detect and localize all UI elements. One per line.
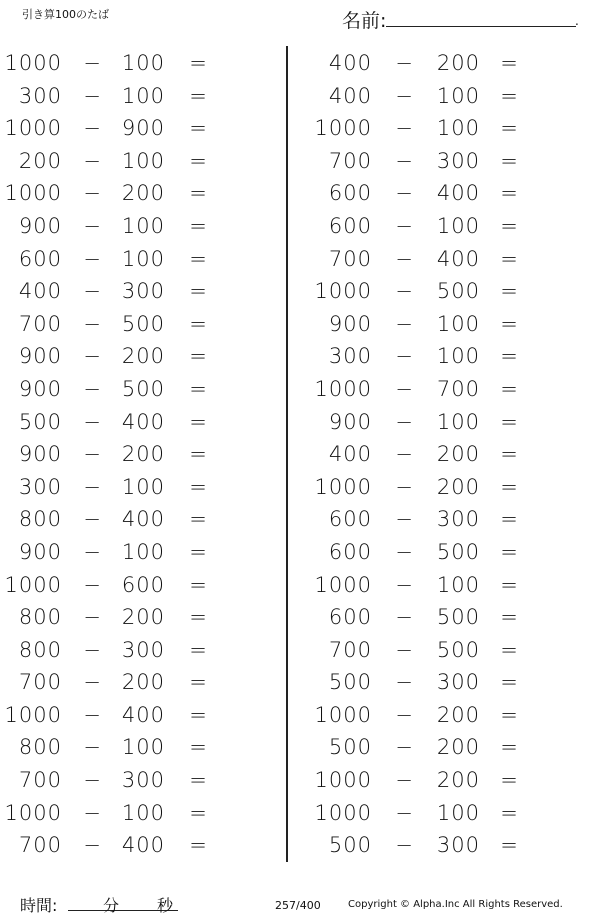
minuend: 1000: [314, 800, 372, 825]
minuend: 600: [328, 213, 372, 238]
minuend: 1000: [4, 800, 62, 825]
minus-sign: −: [83, 116, 101, 141]
subtrahend: 200: [121, 670, 165, 695]
minus-sign: −: [83, 442, 101, 467]
minuend: 400: [328, 442, 372, 467]
minus-sign: −: [395, 572, 413, 597]
equals-sign: =: [189, 735, 207, 760]
subtrahend: 200: [121, 344, 165, 369]
minuend: 400: [328, 51, 372, 75]
subtrahend: 100: [436, 572, 480, 597]
equals-sign: =: [189, 800, 207, 825]
equals-sign: =: [189, 637, 207, 662]
minus-sign: −: [83, 670, 101, 695]
minus-sign: −: [83, 344, 101, 369]
minuend: 800: [18, 735, 62, 760]
equals-sign: =: [189, 539, 207, 564]
minus-sign: −: [395, 181, 413, 206]
subtrahend: 700: [436, 376, 480, 401]
equals-sign: =: [189, 344, 207, 369]
subtrahend: 300: [436, 833, 480, 858]
equals-sign: =: [500, 344, 518, 369]
minus-sign: −: [83, 311, 101, 336]
seconds-label: 秒: [157, 896, 174, 915]
minuend: 700: [328, 246, 372, 271]
minus-sign: −: [83, 181, 101, 206]
minus-sign: −: [395, 213, 413, 238]
minuend: 300: [328, 344, 372, 369]
minuend: 1000: [4, 572, 62, 597]
minus-sign: −: [395, 376, 413, 401]
equals-sign: =: [500, 51, 518, 75]
equals-sign: =: [189, 116, 207, 141]
equals-sign: =: [500, 702, 518, 727]
minus-sign: −: [83, 376, 101, 401]
equals-sign: =: [189, 311, 207, 336]
subtrahend: 200: [121, 181, 165, 206]
equals-sign: =: [500, 213, 518, 238]
equals-sign: =: [189, 83, 207, 108]
minuend: 400: [18, 279, 62, 304]
minus-sign: −: [395, 833, 413, 858]
subtrahend: 400: [121, 702, 165, 727]
equals-sign: =: [500, 83, 518, 108]
minuend: 700: [18, 670, 62, 695]
copyright-notice: Copyright © Alpha.Inc All Rights Reserved.: [348, 899, 563, 910]
equals-sign: =: [500, 442, 518, 467]
subtrahend: 300: [121, 637, 165, 662]
subtrahend: 300: [436, 507, 480, 532]
minuend: 300: [18, 83, 62, 108]
subtrahend: 100: [121, 148, 165, 173]
minuend: 500: [328, 670, 372, 695]
minus-sign: −: [395, 735, 413, 760]
minuend: 800: [18, 637, 62, 662]
equals-sign: =: [500, 409, 518, 434]
minus-sign: −: [395, 279, 413, 304]
minus-sign: −: [395, 442, 413, 467]
minus-sign: −: [395, 768, 413, 793]
minus-sign: −: [83, 246, 101, 271]
minuend: 1000: [314, 702, 372, 727]
equals-sign: =: [500, 670, 518, 695]
equals-sign: =: [189, 768, 207, 793]
minus-sign: −: [83, 605, 101, 630]
minuend: 800: [18, 507, 62, 532]
minus-sign: −: [83, 539, 101, 564]
subtrahend: 400: [436, 246, 480, 271]
minus-sign: −: [395, 539, 413, 564]
equals-sign: =: [500, 768, 518, 793]
subtrahend: 300: [121, 279, 165, 304]
minuend: 1000: [4, 181, 62, 206]
minus-sign: −: [395, 148, 413, 173]
minuend: 1000: [4, 116, 62, 141]
equals-sign: =: [500, 605, 518, 630]
minus-sign: −: [83, 279, 101, 304]
minus-sign: −: [395, 507, 413, 532]
minuend: 400: [328, 83, 372, 108]
minus-sign: −: [395, 474, 413, 499]
subtrahend: 200: [436, 735, 480, 760]
equals-sign: =: [189, 605, 207, 630]
subtrahend: 100: [436, 311, 480, 336]
minuend: 200: [18, 148, 62, 173]
minuend: 900: [18, 213, 62, 238]
minuend: 900: [18, 539, 62, 564]
minus-sign: −: [83, 833, 101, 858]
subtrahend: 100: [121, 51, 165, 75]
minuend: 700: [18, 311, 62, 336]
minuend: 500: [328, 833, 372, 858]
equals-sign: =: [189, 279, 207, 304]
subtrahend: 100: [121, 246, 165, 271]
minuend: 600: [328, 539, 372, 564]
minutes-label: 分: [103, 896, 120, 915]
subtrahend: 100: [121, 213, 165, 238]
minuend: 800: [18, 605, 62, 630]
subtrahend: 400: [121, 409, 165, 434]
column-divider: [286, 46, 288, 862]
minus-sign: −: [395, 116, 413, 141]
equals-sign: =: [189, 246, 207, 271]
minus-sign: −: [83, 735, 101, 760]
minuend: 900: [328, 409, 372, 434]
minuend: 600: [328, 605, 372, 630]
equals-sign: =: [189, 376, 207, 401]
minus-sign: −: [395, 702, 413, 727]
equals-sign: =: [189, 507, 207, 532]
subtrahend: 200: [436, 702, 480, 727]
minuend: 700: [328, 148, 372, 173]
minus-sign: −: [395, 670, 413, 695]
minus-sign: −: [83, 702, 101, 727]
equals-sign: =: [500, 507, 518, 532]
minus-sign: −: [395, 409, 413, 434]
equals-sign: =: [500, 572, 518, 597]
subtrahend: 500: [121, 376, 165, 401]
equals-sign: =: [189, 474, 207, 499]
subtrahend: 100: [436, 800, 480, 825]
subtrahend: 100: [436, 409, 480, 434]
subtrahend: 200: [436, 51, 480, 75]
subtrahend: 200: [436, 442, 480, 467]
subtrahend: 500: [436, 279, 480, 304]
subtrahend: 900: [121, 116, 165, 141]
subtrahend: 100: [121, 539, 165, 564]
minus-sign: −: [395, 51, 413, 75]
minus-sign: −: [395, 800, 413, 825]
minuend: 300: [18, 474, 62, 499]
subtrahend: 500: [436, 605, 480, 630]
minus-sign: −: [83, 637, 101, 662]
equals-sign: =: [189, 670, 207, 695]
equals-sign: =: [189, 51, 207, 75]
minuend: 1000: [314, 768, 372, 793]
time-label: 時間:: [20, 896, 58, 915]
equals-sign: =: [189, 442, 207, 467]
subtrahend: 400: [436, 181, 480, 206]
minus-sign: −: [395, 637, 413, 662]
equals-sign: =: [500, 279, 518, 304]
minus-sign: −: [395, 605, 413, 630]
subtrahend: 100: [121, 83, 165, 108]
minuend: 900: [18, 376, 62, 401]
minus-sign: −: [83, 474, 101, 499]
minuend: 1000: [4, 702, 62, 727]
subtrahend: 500: [436, 539, 480, 564]
equals-sign: =: [500, 637, 518, 662]
minus-sign: −: [83, 800, 101, 825]
minus-sign: −: [83, 572, 101, 597]
equals-sign: =: [189, 833, 207, 858]
subtrahend: 100: [436, 344, 480, 369]
equals-sign: =: [500, 800, 518, 825]
equals-sign: =: [500, 474, 518, 499]
minus-sign: −: [395, 311, 413, 336]
equals-sign: =: [500, 116, 518, 141]
equals-sign: =: [500, 181, 518, 206]
subtrahend: 100: [436, 213, 480, 238]
worksheet-title: 引き算100のたば: [22, 8, 109, 21]
equals-sign: =: [189, 702, 207, 727]
equals-sign: =: [500, 833, 518, 858]
subtrahend: 100: [436, 83, 480, 108]
minuend: 1000: [314, 376, 372, 401]
minuend: 900: [328, 311, 372, 336]
minuend: 1000: [314, 474, 372, 499]
equals-sign: =: [500, 148, 518, 173]
subtrahend: 100: [121, 474, 165, 499]
minuend: 900: [18, 442, 62, 467]
equals-sign: =: [500, 246, 518, 271]
subtrahend: 500: [436, 637, 480, 662]
equals-sign: =: [500, 376, 518, 401]
subtrahend: 600: [121, 572, 165, 597]
minuend: 600: [328, 181, 372, 206]
subtrahend: 100: [436, 116, 480, 141]
equals-sign: =: [189, 148, 207, 173]
minus-sign: −: [83, 768, 101, 793]
minus-sign: −: [83, 83, 101, 108]
equals-sign: =: [500, 735, 518, 760]
minus-sign: −: [83, 213, 101, 238]
minus-sign: −: [83, 51, 101, 75]
subtrahend: 300: [121, 768, 165, 793]
name-field-line: [386, 26, 576, 27]
equals-sign: =: [189, 181, 207, 206]
minuend: 900: [18, 344, 62, 369]
subtrahend: 300: [436, 148, 480, 173]
minuend: 1000: [314, 572, 372, 597]
minuend: 600: [328, 507, 372, 532]
subtrahend: 100: [121, 800, 165, 825]
minus-sign: −: [83, 507, 101, 532]
name-label: 名前:: [342, 10, 387, 32]
minus-sign: −: [395, 83, 413, 108]
subtrahend: 500: [121, 311, 165, 336]
page-number: 257/400: [275, 899, 321, 912]
minuend: 600: [18, 246, 62, 271]
minuend: 1000: [4, 51, 62, 75]
minus-sign: −: [83, 409, 101, 434]
equals-sign: =: [500, 539, 518, 564]
minuend: 1000: [314, 279, 372, 304]
minuend: 700: [328, 637, 372, 662]
subtrahend: 300: [436, 670, 480, 695]
name-end-mark: .: [575, 14, 579, 28]
subtrahend: 400: [121, 833, 165, 858]
subtrahend: 400: [121, 507, 165, 532]
minuend: 1000: [314, 116, 372, 141]
minus-sign: −: [395, 344, 413, 369]
minus-sign: −: [395, 246, 413, 271]
subtrahend: 200: [121, 442, 165, 467]
subtrahend: 100: [121, 735, 165, 760]
equals-sign: =: [500, 311, 518, 336]
minuend: 700: [18, 768, 62, 793]
equals-sign: =: [189, 409, 207, 434]
subtrahend: 200: [436, 768, 480, 793]
equals-sign: =: [189, 572, 207, 597]
subtrahend: 200: [436, 474, 480, 499]
minuend: 700: [18, 833, 62, 858]
subtrahend: 200: [121, 605, 165, 630]
minuend: 500: [18, 409, 62, 434]
equals-sign: =: [189, 213, 207, 238]
minus-sign: −: [83, 148, 101, 173]
minuend: 500: [328, 735, 372, 760]
